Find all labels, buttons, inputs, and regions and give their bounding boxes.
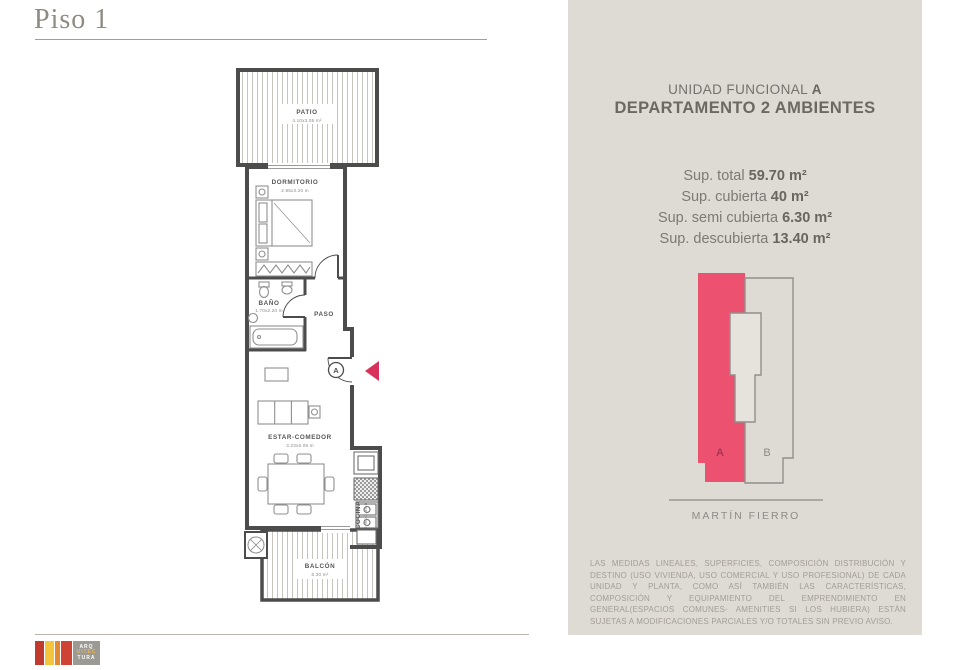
surface-row [568,229,922,250]
logo-text-line: TURA [77,654,96,661]
surface-value: 13.40 m² [772,231,831,247]
chair [274,454,288,463]
door-balcon [321,524,350,533]
street-name: MARTÍN FIERRO [691,510,801,522]
surface-label: Sup. descubierta [659,231,769,247]
unit-functional-label: UNIDAD FUNCIONAL [668,82,808,97]
unit-title-line1 [568,82,922,97]
surface-label: Sup. semi cubierta [657,210,779,226]
coffee-table [265,368,288,381]
unit-letter: A [811,82,822,97]
bidet [249,314,258,323]
chair [325,477,334,491]
entry-arrow-icon [365,361,379,381]
sink [282,282,292,286]
keyplan [663,268,883,533]
logo-text-line: ARQ [79,643,94,650]
surface-row [568,166,922,187]
logo-bar-icon [61,641,72,665]
room-dormitorio-dims: 2.95x3.20 m [281,188,309,193]
room-estar-label: ESTAR-COMEDOR [268,434,332,441]
floor-plan [170,60,450,610]
room-patio-dims: 4.10x3.05 m² [292,118,322,123]
furniture-estar [258,368,334,514]
surface-row [568,187,922,208]
footer-rule [35,634,529,635]
surface-row [568,208,922,229]
chair [258,477,267,491]
furniture-dormitorio [256,186,312,276]
entrance-marker [329,361,380,381]
chair [274,505,288,514]
room-patio-label: PATIO [296,109,318,116]
chair [297,454,311,463]
logo-bar-icon [45,641,54,665]
info-panel [568,0,922,635]
logo-bar-icon [55,641,60,665]
logo-wordmark [73,641,100,665]
room-cocina-label: COCINA [355,500,362,530]
studio-logo [35,641,100,665]
title-underline [35,39,487,40]
logo-bar-icon [35,641,44,665]
legal-disclaimer: LAS MEDIDAS LINEALES, SUPERFICIES, COMPOSICIÓN DISTRIBUCIÓN Y DESTINO (USO VIVIENDA, USO COMERCIAL Y USO PROFESIONAL) DE CADA UNIDAD Y PLANTA, COMO ASÍ TAMBIÉN LAS CARACTERÍSTICAS, COMPOSICIÓN Y EQUIPAMIENTO DEL EMPRENDIMIENTO EN GENERAL(ESPACIOS COMUNES- AMENITIES SI LOS HUBIERA) ESTÁN SUJETAS A MODIFICACIONES PARCIALES Y/O TOTALES SIN PREVIO AVISO. [590,559,906,626]
surface-value: 59.70 m² [748,168,807,184]
fridge [357,530,376,544]
entrance-letter: A [333,366,339,375]
fixtures-bano [249,282,304,348]
room-dormitorio-label: DORMITORIO [271,179,319,186]
surface-label: Sup. total [683,168,745,184]
room-balcon-label: BALCÓN [304,563,336,570]
side-table [309,406,320,418]
room-cocina-dims: 1.90x3.36 m [363,501,368,529]
surface-label: Sup. cubierta [681,189,767,205]
nightstand [256,248,268,260]
counter [354,478,378,500]
room-balcon-dims: 6.30 m² [311,572,329,577]
unit-title-line2: DEPARTAMENTO 2 AMBIENTES [614,99,876,117]
nightstand [256,186,268,198]
page-title: Piso 1 [34,4,110,35]
surface-value: 6.30 m² [782,210,833,226]
room-estar-dims: 3.23x6.05 m [286,443,314,448]
room-paso-label: PASO [314,311,334,318]
sofa [258,401,308,424]
surface-list [568,166,922,250]
chair [297,505,311,514]
window-patio [268,163,330,171]
keyplan-label-b: B [763,447,771,459]
room-bano-dims: 1.70x2.20 m [255,308,283,313]
dining-table [268,464,324,504]
keyplan-label-a: A [716,447,724,459]
room-bano-label: BAÑO [258,300,280,307]
surface-value: 40 m² [770,189,809,205]
unit-title [568,82,922,118]
logo-text-line: UITEC [76,649,97,656]
